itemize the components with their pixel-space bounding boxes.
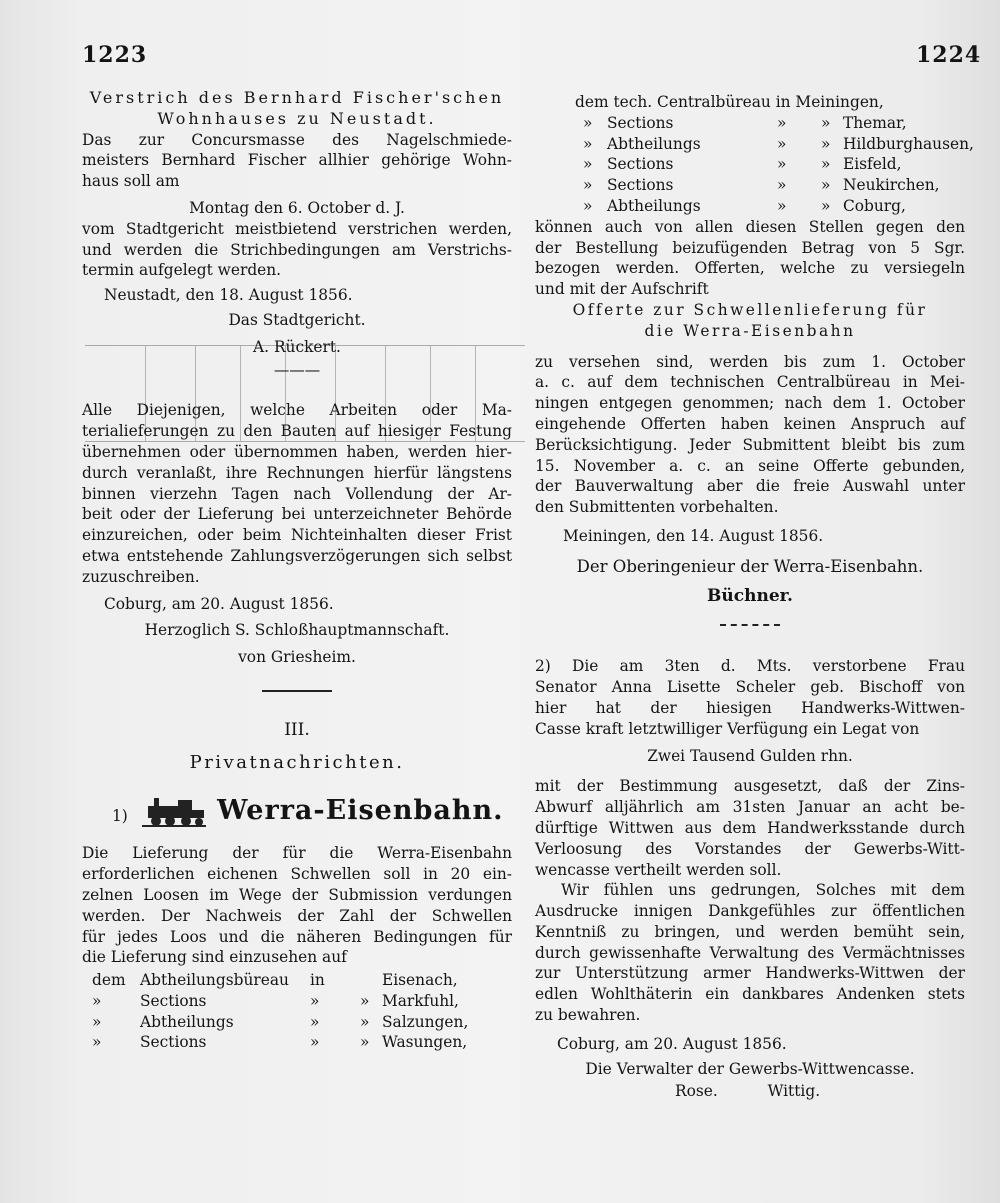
office-list-head: dem tech. Centralbüreau in Meiningen,: [575, 93, 884, 111]
text-line: zu bewahren.: [535, 1006, 641, 1025]
paragraph-legacy-terms: [535, 776, 965, 880]
paragraph-offer-deadline: [535, 352, 965, 518]
list-item: [92, 991, 512, 1012]
list-cell: Coburg,: [843, 196, 906, 215]
text-line: durch gewissenhafte Verwaltung des Vermächtnisses: [535, 943, 965, 962]
list-cell: Hildburghausen,: [843, 134, 974, 153]
list-cell: »: [583, 155, 593, 174]
text-line: 2) Die am 3ten d. Mts. verstorbene Frau: [535, 657, 965, 676]
right-column: [535, 92, 974, 1102]
text-line: 15. November a. c. an seine Offerte gebunden,: [535, 456, 965, 475]
text-line: terialieferungen zu den Bauten auf hiesiger Festung: [82, 422, 512, 441]
text-line: edlen Wohlthäterin ein dankbares Andenken stets: [535, 985, 965, 1004]
list-cell: »: [821, 155, 831, 174]
item-title: Werra-Eisenbahn.: [217, 794, 504, 826]
paragraph-invoices: [82, 400, 512, 587]
text-line: erforderlichen eichenen Schwellen soll in 20 ein-: [82, 865, 512, 884]
page-number-right: 1224: [916, 42, 982, 68]
text-line: können auch von allen diesen Stellen gegen den: [535, 217, 965, 236]
list-cell: Sections: [607, 113, 674, 132]
authority: Der Oberingenieur der Werra-Eisenbahn.: [576, 556, 924, 576]
list-cell: Markfuhl,: [382, 991, 459, 1010]
authority: Die Verwalter der Gewerbs-Wittwencasse.: [585, 1059, 915, 1078]
text-line: zur Unterstützung armer Handwerks-Wittwen der: [535, 964, 965, 983]
page-number-left: 1223: [82, 42, 148, 68]
list-cell: »: [583, 134, 593, 153]
text-line: Verloosung des Vorstandes der Gewerbs-Witt-: [535, 839, 965, 858]
text-line: ningen entgegen genommen; nach dem 1. October: [535, 394, 965, 413]
list-cell: »: [583, 113, 593, 132]
text-line: zelnen Loosen im Wege der Submission verdungen: [82, 885, 512, 904]
list-cell: in: [310, 971, 325, 990]
text-line: Ausdrucke innigen Dankgefühles zur öffentlichen: [535, 902, 965, 921]
text-line: wencasse vertheilt werden soll.: [535, 860, 782, 879]
text-line: für jedes Loos und die näheren Bedingungen für: [82, 927, 512, 946]
legacy-amount: Zwei Tausend Gulden rhn.: [647, 746, 853, 765]
list-cell: Abtheilungs: [607, 196, 701, 215]
paragraph-thanks: [535, 880, 965, 1026]
list-cell: Sections: [607, 155, 674, 174]
offer-inscription-line1: Offerte zur Schwellenlieferung für: [572, 300, 928, 319]
list-cell: »: [310, 991, 320, 1010]
section-number: III.: [284, 719, 310, 740]
list-item: [583, 154, 965, 175]
text-line: hier hat der hiesigen Handwerks-Wittwen-: [535, 698, 965, 717]
text-line: meisters Bernhard Fischer allhier gehörige Wohn-: [82, 151, 512, 170]
list-cell: »: [821, 134, 831, 153]
text-line: bezogen werden. Offerten, welche zu versiegeln: [535, 259, 965, 278]
list-cell: »: [583, 176, 593, 195]
text-line: einzureichen, oder beim Nichteinhalten dieser Frist: [82, 526, 512, 545]
text-line: Kenntniß zu bringen, und werden bemüht sein,: [535, 922, 965, 941]
list-cell: Sections: [140, 991, 207, 1010]
place-date: Coburg, am 20. August 1856.: [104, 594, 334, 613]
notice-title-line1: Verstrich des Bernhard Fischer'schen: [89, 88, 505, 107]
list-cell: »: [310, 1033, 320, 1052]
text-line: die Lieferung sind einzusehen auf: [82, 948, 347, 967]
section-title: Privatnachrichten.: [189, 751, 405, 773]
list-cell: »: [777, 196, 787, 215]
text-line: termin aufgelegt werden.: [82, 261, 282, 280]
paragraph-legacy: [535, 656, 965, 739]
place-date: Meiningen, den 14. August 1856.: [563, 526, 824, 545]
text-line: und mit der Aufschrift: [535, 280, 709, 299]
paragraph-auction-intro: [82, 130, 512, 192]
text-line: zu versehen sind, werden bis zum 1. October: [535, 352, 965, 371]
text-line: der Bauverwaltung aber die freie Auswahl unter: [535, 477, 965, 496]
text-line: vom Stadtgericht meistbietend verstrichen werden,: [82, 219, 512, 238]
left-column: [82, 88, 512, 1053]
text-line: a. c. auf dem technischen Centralbüreau in Mei-: [535, 373, 965, 392]
text-line: Casse kraft letztwilliger Verfügung ein Legat von: [535, 719, 920, 738]
list-cell: »: [360, 1033, 370, 1052]
signer: von Griesheim.: [238, 648, 356, 667]
signer: Rose.: [675, 1082, 718, 1101]
list-cell: »: [583, 196, 593, 215]
text-line: Das zur Concursmasse des Nagelschmiede-: [82, 130, 512, 149]
list-cell: »: [360, 1012, 370, 1031]
place-date: Coburg, am 20. August 1856.: [557, 1034, 787, 1053]
locomotive-icon: [142, 796, 206, 834]
list-cell: Neukirchen,: [843, 176, 940, 195]
list-cell: »: [92, 1012, 102, 1031]
text-line: beit oder der Lieferung bei unterzeichneter Behörde: [82, 505, 512, 524]
text-line: mit der Bestimmung ausgesetzt, daß der Zins-: [535, 777, 965, 796]
list-cell: dem: [92, 971, 126, 990]
list-cell: »: [777, 155, 787, 174]
place-date: Neustadt, den 18. August 1856.: [104, 286, 353, 305]
notice-title-line2: Wohnhauses zu Neustadt.: [157, 108, 437, 128]
list-cell: Eisenach,: [382, 971, 458, 990]
list-cell: Abtheilungs: [140, 1012, 234, 1031]
list-item: [583, 196, 965, 217]
paragraph-sleeper-supply: [82, 843, 512, 968]
list-cell: [360, 970, 382, 991]
text-line: Alle Diejenigen, welche Arbeiten oder Ma-: [82, 401, 512, 420]
list-cell: »: [821, 176, 831, 195]
list-cell: »: [777, 176, 787, 195]
separator-rule: [262, 690, 332, 692]
text-line: Die Lieferung der für die Werra-Eisenbahn: [82, 844, 512, 863]
list-item: [92, 1032, 512, 1053]
auction-date: Montag den 6. October d. J.: [189, 198, 405, 217]
text-line: durch veranlaßt, ihre Rechnungen hierfür längstens: [82, 463, 512, 482]
list-cell: Abtheilungs: [607, 134, 701, 153]
text-line: dürftige Wittwen aus dem Handwerksstande durch: [535, 818, 965, 837]
list-cell: »: [360, 991, 370, 1010]
signer: A. Rückert.: [253, 337, 341, 356]
text-line: Senator Anna Lisette Scheler geb. Bischoff von: [535, 678, 965, 697]
item-number: 1): [112, 806, 128, 825]
item-heading: [82, 796, 512, 834]
list-cell: Salzungen,: [382, 1012, 469, 1031]
list-cell: Wasungen,: [382, 1033, 468, 1052]
list-item: [583, 175, 965, 196]
list-item: [92, 970, 512, 991]
text-line: der Bestellung beizufügenden Betrag von 5 Sgr.: [535, 238, 965, 257]
list-item: [92, 1012, 512, 1033]
signer: Wittig.: [767, 1082, 821, 1101]
list-cell: Themar,: [843, 113, 907, 132]
separator-rule: ———: [273, 360, 321, 379]
separator-rule: [720, 624, 780, 626]
office-list-right: [535, 113, 974, 217]
text-line: den Submittenten vorbehalten.: [535, 498, 779, 517]
text-line: etwa entstehende Zahlungsverzögerungen sich selbst: [82, 546, 512, 565]
text-line: binnen vierzehn Tagen nach Vollendung der Ar-: [82, 484, 512, 503]
text-line: haus soll am: [82, 172, 180, 191]
list-cell: Abtheilungsbüreau: [140, 971, 289, 990]
paragraph-order-forms: [535, 217, 965, 300]
authority: Das Stadtgericht.: [228, 310, 366, 329]
list-item: [583, 134, 974, 155]
text-line: eingehende Offerten haben keinen Anspruch auf: [535, 414, 965, 433]
list-cell: »: [821, 196, 831, 215]
text-line: und werden die Strichbedingungen am Verstrichs-: [82, 240, 512, 259]
list-cell: »: [92, 991, 102, 1010]
text-line: Wir fühlen uns gedrungen, Solches mit dem: [561, 881, 965, 900]
signers: [535, 1081, 965, 1102]
list-cell: Sections: [607, 176, 674, 195]
offer-inscription-line2: die Werra-Eisenbahn: [644, 321, 856, 340]
list-cell: Eisfeld,: [843, 155, 902, 174]
authority: Herzoglich S. Schloßhauptmannschaft.: [144, 621, 450, 640]
signer: Büchner.: [707, 585, 793, 606]
text-line: übernehmen oder übernommen haben, werden hier-: [82, 442, 512, 461]
list-cell: »: [821, 113, 831, 132]
text-line: Abwurf alljährlich am 31sten Januar an acht be-: [535, 798, 965, 817]
paragraph-auction-terms: [82, 219, 512, 281]
list-cell: »: [777, 134, 787, 153]
list-item: [583, 113, 965, 134]
list-cell: »: [310, 1012, 320, 1031]
office-list-left: [82, 970, 512, 1053]
list-cell: »: [92, 1033, 102, 1052]
text-line: werden. Der Nachweis der Zahl der Schwellen: [82, 906, 512, 925]
list-cell: »: [777, 113, 787, 132]
text-line: zuzuschreiben.: [82, 567, 200, 586]
list-cell: Sections: [140, 1033, 207, 1052]
text-line: Berücksichtigung. Jeder Submittent bleibt bis zum: [535, 435, 965, 454]
